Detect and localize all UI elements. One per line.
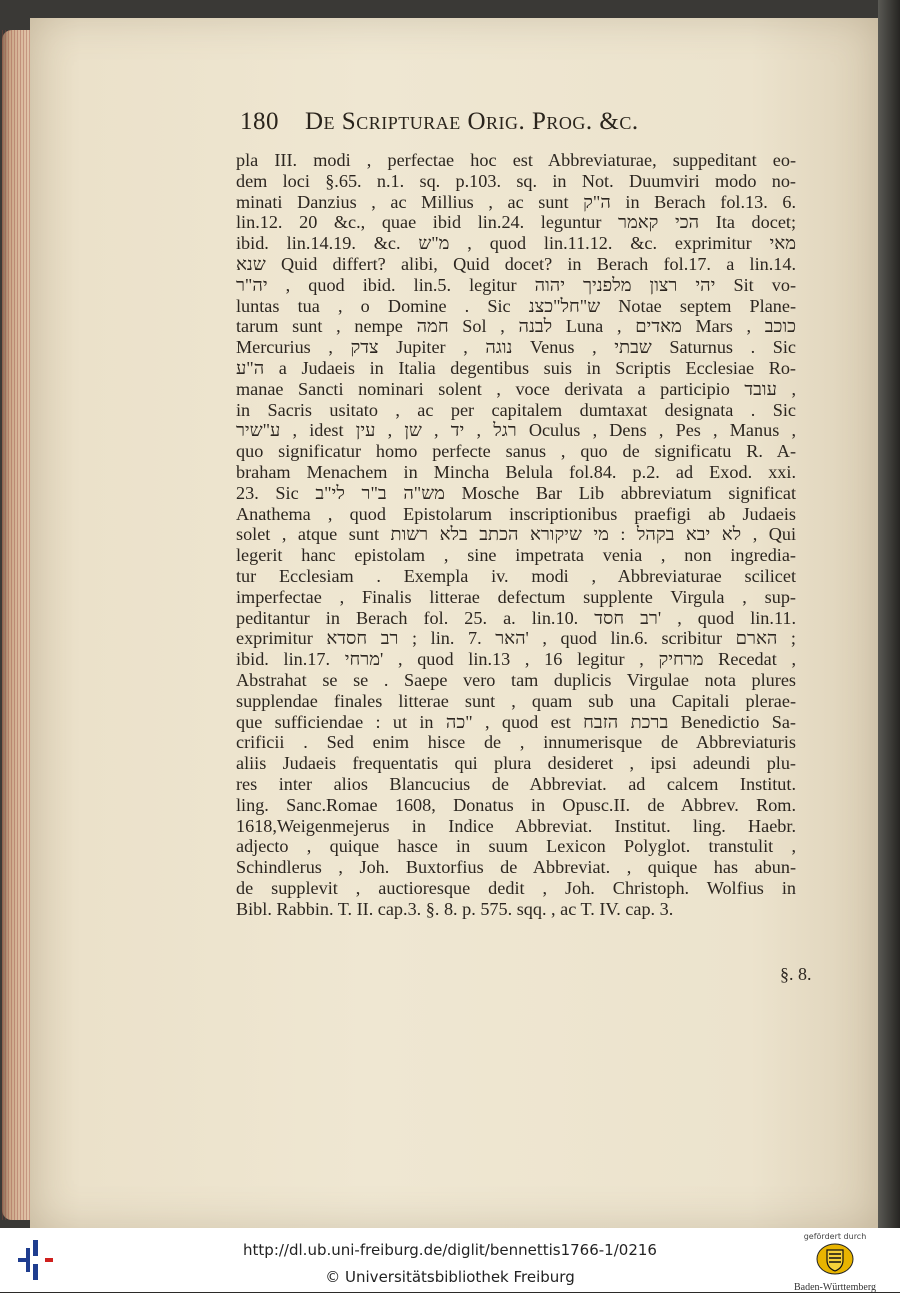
text-line: ibid. lin.14.19. &c. מ"ש , quod lin.11.12. &c. exprimitur מאי [236,233,796,254]
text-line: peditantur in Berach fol. 25. a. lin.10. רב חסד' , quod lin.11. [236,607,796,628]
text-line: dem loci §.65. n.1. sq. p.103. sq. in Not. Duumviri modo no- [236,170,796,191]
viewer-footer [0,1228,900,1292]
text-line: de supplevit , auctioresque dedit , Joh. Christoph. Wolfius in [236,877,796,898]
page-number: 180 [240,108,279,135]
text-line: tarum sunt , nempe חמה Sol , לבנה Luna , מאדים Mars , כוכב [236,316,796,337]
book-page-edges [2,30,32,1220]
text-line: ibid. lin.17. מרחי' , quod lin.13 , 16 legitur , מרחיק Recedat , [236,649,796,670]
text-line: aliis Judaeis frequentatis qui plura desideret , ipsi adeundi plu- [236,753,796,774]
text-line: crificii . Sed enim hisce de , innumerisque de Abbreviaturis [236,732,796,753]
text-line: שנא Quid differt? alibi, Quid docet? in Berach fol.17. a lin.14. [236,253,796,274]
text-line: ע"שיר , idest רגל , יד , שן , עין Oculus , Dens , Pes , Manus , [236,420,796,441]
body-text [236,150,796,919]
funder-badge[interactable] [780,1232,890,1293]
text-line: pla III. modi , perfectae hoc est Abbreviaturae, suppeditant eo- [236,150,796,170]
text-line: ה"ע a Judaeis in Italia degentibus suis in Scriptis Ecclesiae Ro- [236,357,796,378]
text-line: Abstrahat se se . Saepe vero tam duplicis Virgulae nota plures [236,669,796,690]
text-line: adjecto , quique hasce in suum Lexicon Polyglot. transtulit , [236,836,796,857]
text-line: ling. Sanc.Romae 1608, Donatus in Opusc.II. de Abbrev. Rom. [236,794,796,815]
text-line: quo significatur homo perfecte sanus , quo de significatu R. A- [236,441,796,462]
text-line: supplendae finales litterae sunt , quam sub una Capitali plerae- [236,690,796,711]
text-line: exprimitur רב חסדא ; lin. 7. האר' , quod lin.6. scribitur הארם ; [236,628,796,649]
document-url[interactable]: http://dl.ub.uni-freiburg.de/diglit/bennettis1766-1/0216 [243,1241,657,1259]
text-line: Anathema , quod Epistolarum inscriptionibus praefigi ab Judaeis [236,503,796,524]
text-line: braham Menachem in Mincha Belula fol.84. p.2. ad Exod. xxi. [236,461,796,482]
text-line: 1618,Weigenmejerus in Indice Abbreviat. Institut. ling. Haebr. [236,815,796,836]
text-line: que sufficiendae : ut in כה" , quod est ברכת הזבח Benedictio Sa- [236,711,796,732]
text-line: luntas tua , o Domine . Sic ש"חל"כצנ Notae septem Plane- [236,295,796,316]
text-line: Bibl. Rabbin. T. II. cap.3. §. 8. p. 575. sqq. , ac T. IV. cap. 3. [236,898,674,919]
text-line: lin.12. 20 &c., quae ibid lin.24. leguntur הכי קאמר Ita docet; [236,212,796,233]
text-line: solet , atque sunt לא יבא בקהל : מי שיקורא הכתב בלא רשות , Qui [236,524,796,545]
text-line: 23. Sic מש"ה ב"ר לי"ב Mosche Bar Lib abbreviatum significat [236,482,796,503]
running-title: De Scripturae Orig. Prog. &c. [305,108,639,135]
catchword: §. 8. [780,964,812,984]
text-line: res inter alios Blancucius de Abbreviat. ad calcem Institut. [236,773,796,794]
text-line: tur Ecclesiam . Exempla iv. modi , Abbreviaturae scilicet [236,565,796,586]
funder-label: gefördert durch [803,1232,867,1241]
funder-name: Baden-Württemberg [793,1282,876,1293]
running-head [240,108,800,136]
text-line: in Sacris usitato , ac per capitalem dumtaxat designata . Sic [236,399,796,420]
text-line: manae Sancti nominari solent , voce derivata a participio עובד , [236,378,796,399]
text-line: Schindlerus , Joh. Buxtorfius de Abbreviat. , quique has abun- [236,857,796,878]
text-line: יה"ר , quod ibid. lin.5. legitur יהי רצון מלפניך יהוה Sit vo- [236,274,796,295]
text-line: Mercurius , צדק Jupiter , נוגה Venus , שבתי Saturnus . Sic [236,337,796,358]
text-line: legerit hanc epistolam , sine impetrata venia , non ingredia- [236,545,796,566]
book-spine [878,0,900,1228]
text-line: minati Danzius , ac Millius , ac sunt ה"ק in Berach fol.13. 6. [236,191,796,212]
text-line: imperfectae , Finalis litterae defectum supplente Virgula , sup- [236,586,796,607]
copyright-notice: © Universitätsbibliothek Freiburg [325,1268,575,1286]
baden-wuerttemberg-coat-of-arms-icon [815,1242,855,1276]
